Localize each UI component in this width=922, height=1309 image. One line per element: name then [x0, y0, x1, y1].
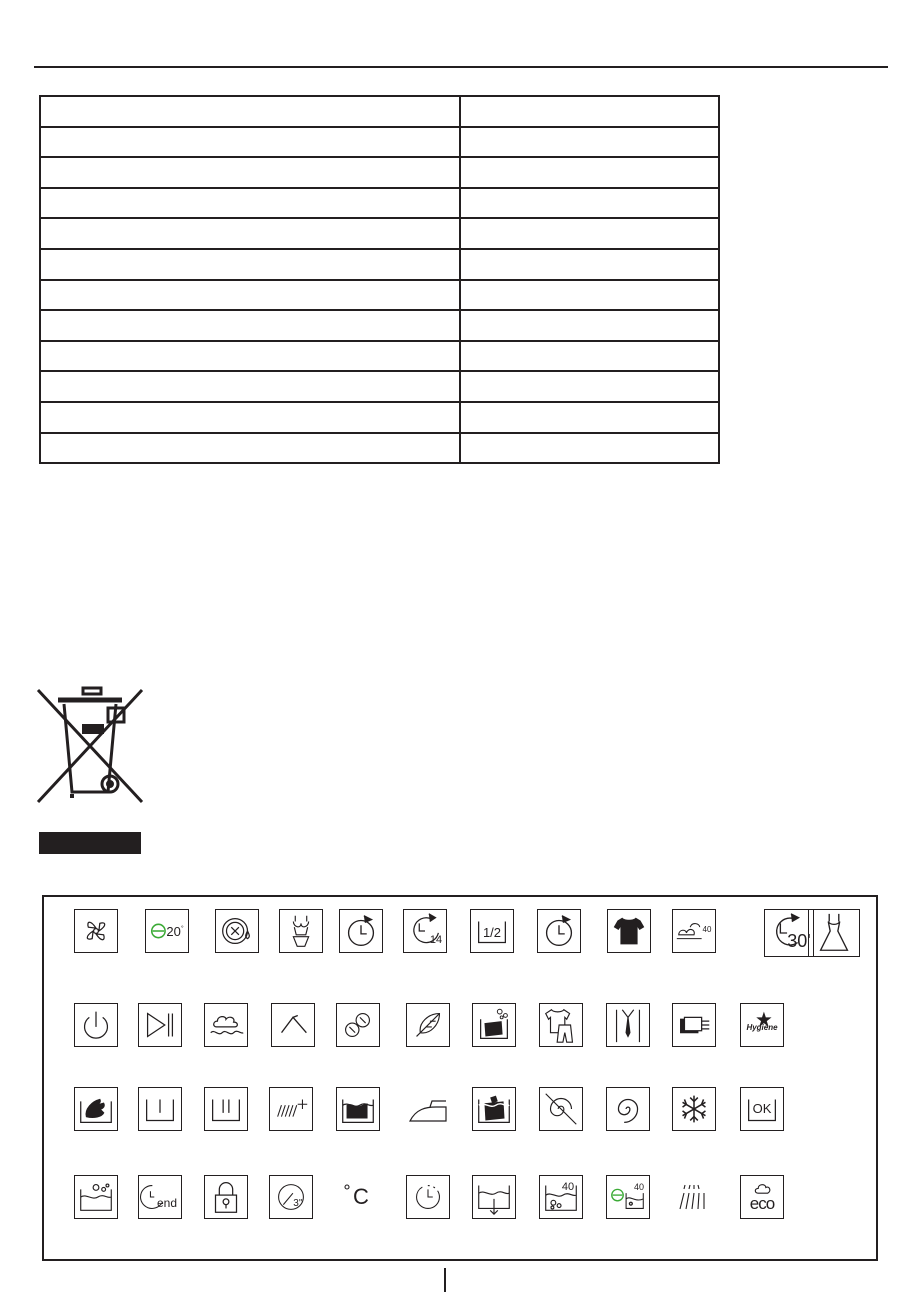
table-row [40, 402, 719, 433]
eco-40-label: 40 [633, 1182, 644, 1192]
top-rule [34, 66, 888, 68]
table-cell-label [40, 127, 460, 158]
spin-option-icon [271, 1003, 315, 1047]
table-row [40, 127, 719, 158]
spin-3-label: 3'' [293, 1198, 303, 1209]
table-cell-value [460, 127, 719, 158]
ok-label: OK [752, 1101, 772, 1116]
mix-40-label: 40 [561, 1181, 575, 1193]
lingerie-icon [279, 909, 323, 953]
intensive-wash-icon [472, 1087, 516, 1131]
spiral-spin-icon [606, 1087, 650, 1131]
drain-icon [472, 1175, 516, 1219]
table-row [40, 341, 719, 372]
tshirt-icon [607, 909, 651, 953]
soak-bubbles-icon [74, 1175, 118, 1219]
start-pause-icon [138, 1003, 182, 1047]
hygiene-icon [740, 1003, 784, 1047]
end-label: end [156, 1196, 178, 1210]
fan-icon [74, 909, 118, 953]
feather-icon [406, 1003, 450, 1047]
dress-icon [808, 909, 860, 957]
rinse-icon [672, 1175, 716, 1219]
pre-wash-icon [472, 1003, 516, 1047]
end-icon [138, 1175, 182, 1219]
snowflake-cold-icon [672, 1087, 716, 1131]
table-cell-value [460, 96, 719, 127]
weee-bin-icon [36, 686, 146, 806]
clock-icon [406, 1175, 450, 1219]
table-cell-value [460, 402, 719, 433]
eco-20-label: 20° [166, 924, 184, 939]
table-cell-value [460, 371, 719, 402]
quick-30-icon [764, 909, 814, 957]
table-cell-value [460, 157, 719, 188]
steam-icon [204, 1003, 248, 1047]
quick-30-label: 30' [787, 931, 811, 951]
section-label-bar [39, 832, 141, 854]
table-cell-value [460, 249, 719, 280]
tub-single-icon [138, 1087, 182, 1131]
table-cell-label [40, 218, 460, 249]
drum-clean-icon [215, 909, 259, 953]
table-cell-label [40, 249, 460, 280]
table-row [40, 280, 719, 311]
table-row [40, 433, 719, 464]
lock-icon [204, 1175, 248, 1219]
table-cell-label [40, 341, 460, 372]
table-cell-label [40, 280, 460, 311]
ok-check-icon [740, 1087, 784, 1131]
table-cell-label [40, 310, 460, 341]
table-row [40, 310, 719, 341]
table-cell-value [460, 188, 719, 219]
iron-icon [406, 1087, 450, 1131]
outdoor-40-icon [672, 909, 716, 953]
table-cell-label [40, 402, 460, 433]
table-row [40, 188, 719, 219]
tub-double-icon [204, 1087, 248, 1131]
table-row [40, 249, 719, 280]
quick-14-label: 14 [429, 934, 443, 946]
mix-40-icon [539, 1175, 583, 1219]
table-cell-label [40, 371, 460, 402]
table-cell-value [460, 280, 719, 311]
half-load-icon [470, 909, 514, 953]
half-load-label: 1/2 [482, 925, 502, 940]
hygiene-label: Hygiene [746, 1023, 778, 1032]
delay-start-icon [339, 909, 383, 953]
spec-table [39, 95, 720, 464]
eco-steam-icon [740, 1175, 784, 1219]
time-delay-icon [537, 909, 581, 953]
sports-wear-icon [539, 1003, 583, 1047]
page-center-tick [444, 1268, 446, 1292]
rinse-plus-icon [269, 1087, 313, 1131]
table-cell-value [460, 310, 719, 341]
table-cell-value [460, 218, 719, 249]
table-cell-value [460, 341, 719, 372]
hand-wash-icon [74, 1087, 118, 1131]
baby-care-icon [336, 1003, 380, 1047]
table-row [40, 157, 719, 188]
table-row [40, 371, 719, 402]
wash-icon [336, 1087, 380, 1131]
celsius-label: C [353, 1184, 369, 1209]
table-cell-value [460, 433, 719, 464]
quick-14-icon [403, 909, 447, 953]
table-row [40, 218, 719, 249]
shirt-icon [606, 1003, 650, 1047]
table-cell-label [40, 96, 460, 127]
eco-40-icon [606, 1175, 650, 1219]
curtains-icon [672, 1003, 716, 1047]
eco-20-icon [145, 909, 189, 953]
table-cell-label [40, 188, 460, 219]
spin-3-icon [269, 1175, 313, 1219]
eco-steam-label: eco [749, 1194, 775, 1213]
celsius-icon [336, 1175, 380, 1219]
table-cell-label [40, 157, 460, 188]
symbols-panel [42, 895, 878, 1261]
table-row [40, 96, 719, 127]
outdoor-40-label: 40 [702, 925, 712, 934]
no-spin-icon [539, 1087, 583, 1131]
power-icon [74, 1003, 118, 1047]
table-cell-label [40, 433, 460, 464]
